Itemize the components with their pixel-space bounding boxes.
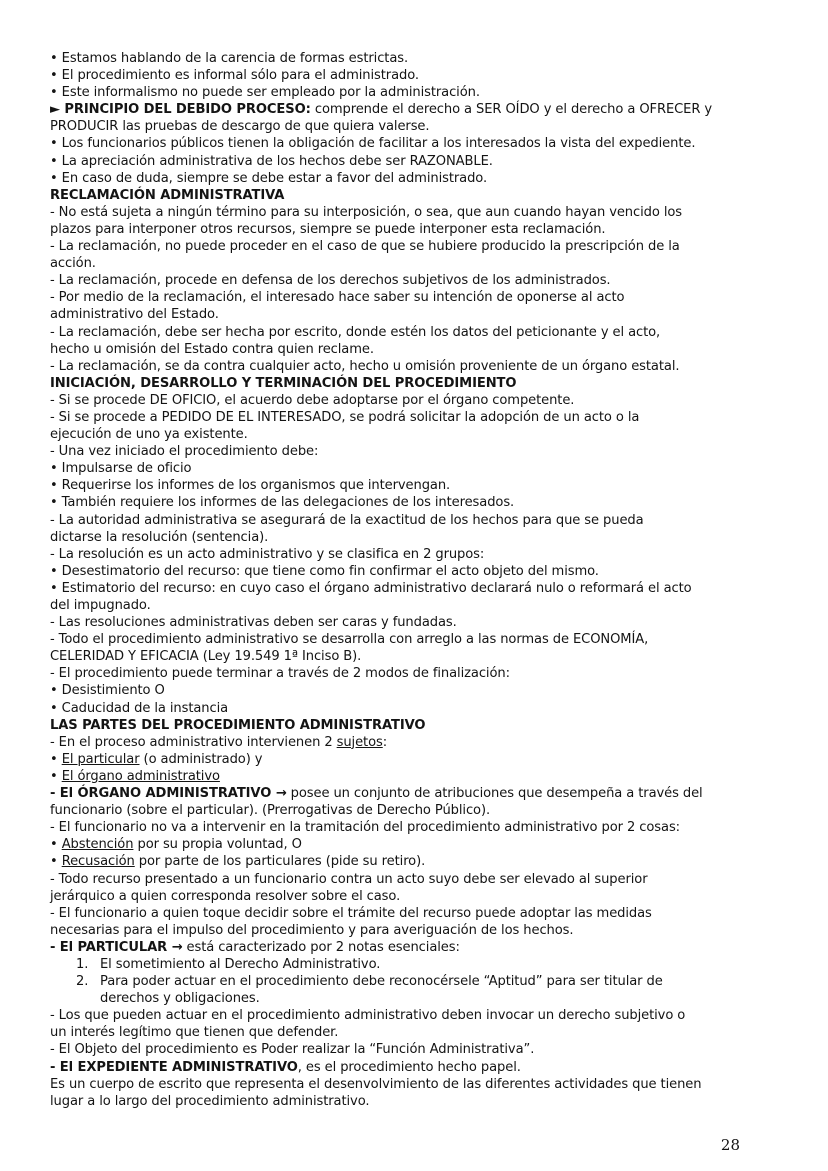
text-line: administrativo del Estado.: [50, 307, 219, 323]
bullet-line: [50, 751, 740, 768]
text-run: , es el procedimiento hecho papel.: [297, 1059, 521, 1075]
text-line: - El funcionario a quien toque decidir sobre el trámite del recurso puede adoptar las medidas: [50, 905, 652, 921]
text-line: [50, 785, 740, 802]
text-line: - Por medio de la reclamación, el interesado hace saber su intención de oponerse al acto: [50, 290, 625, 306]
text-line: jerárquico a quien corresponda resolver sobre el caso.: [50, 888, 401, 904]
underlined-term: Abstención: [61, 837, 134, 853]
text-line: un interés legítimo que tienen que defender.: [50, 1025, 339, 1041]
text-run: :: [382, 734, 388, 750]
text-line: - Si se procede a PEDIDO DE EL INTERESADO, se podrá solicitar la adopción de un acto o la: [50, 409, 640, 425]
text-line: - Una vez iniciado el procedimiento debe:: [50, 444, 319, 460]
text-line: - Las resoluciones administrativas deben ser caras y fundadas.: [50, 615, 457, 631]
text-line: [50, 734, 740, 751]
section-heading: [50, 717, 740, 734]
text-line: Es un cuerpo de escrito que representa el desenvolvimiento de las diferentes actividades que tienen: [50, 1076, 702, 1092]
text-line: PRODUCIR las pruebas de descargo de que quiera valerse.: [50, 119, 430, 135]
text-line: - La autoridad administrativa se asegurará de la exactitud de los hechos para que se pueda: [50, 512, 644, 528]
bullet-line: • Estamos hablando de la carencia de formas estrictas.: [50, 51, 409, 66]
underlined-term: Recusación: [61, 854, 135, 870]
text-line: - El procedimiento puede terminar a través de 2 modos de finalización:: [50, 666, 510, 682]
bullet-line: • Impulsarse de oficio: [50, 461, 192, 477]
text-line: dictarse la resolución (sentencia).: [50, 529, 269, 545]
bold-term: - El PARTICULAR →: [50, 939, 183, 955]
bullet-line: • Desistimiento O: [50, 683, 165, 699]
underlined-term: El órgano administrativo: [61, 768, 220, 784]
bullet-line: • En caso de duda, siempre se debe estar a favor del administrado.: [50, 170, 488, 186]
text-run: posee un conjunto de atribuciones que desempeña a través del: [286, 786, 703, 802]
text-run: - En el proceso administrativo intervienen 2: [50, 734, 337, 750]
underlined-term: El particular: [61, 751, 140, 767]
bullet-line: • Caducidad de la instancia: [50, 700, 229, 716]
principle-heading: ► PRINCIPIO DEL DEBIDO PROCESO:: [50, 102, 311, 118]
item-number: 2.: [76, 974, 89, 990]
text-line: hecho u omisión del Estado contra quien reclame.: [50, 341, 374, 357]
bullet-line: • La apreciación administrativa de los hechos debe ser RAZONABLE.: [50, 153, 493, 169]
bullet-mark: •: [50, 854, 62, 870]
text-line: CELERIDAD Y EFICACIA (Ley 19.549 1ª Inciso B).: [50, 649, 362, 665]
text-line: - El funcionario no va a intervenir en la tramitación del procedimiento administrativo por 2 cosas:: [50, 820, 680, 836]
document-body: [50, 50, 740, 1110]
bullet-line: • Desestimatorio del recurso: que tiene como fin confirmar el acto objeto del mismo.: [50, 563, 599, 579]
bullet-line: • Estimatorio del recurso: en cuyo caso el órgano administrativo declarará nulo o reformará el acto: [50, 580, 692, 596]
bullet-line: • También requiere los informes de las delegaciones de los interesados.: [50, 495, 515, 511]
bullet-line: • Los funcionarios públicos tienen la obligación de facilitar a los interesados la vista del expediente.: [50, 136, 696, 152]
text-line: - La reclamación, se da contra cualquier acto, hecho u omisión proveniente de un órgano estatal.: [50, 358, 680, 374]
bullet-line: • El procedimiento es informal sólo para el administrado.: [50, 68, 419, 84]
numbered-item: [50, 973, 740, 990]
text-line: derechos y obligaciones.: [100, 991, 260, 1007]
item-number: 1.: [76, 956, 89, 972]
bullet-mark: •: [50, 768, 62, 784]
text-run: (o administrado) y: [139, 751, 263, 767]
text-line: lugar a lo largo del procedimiento administrativo.: [50, 1093, 370, 1109]
page-number: 28: [720, 1136, 740, 1154]
text-line: - La reclamación, procede en defensa de los derechos subjetivos de los administrados.: [50, 273, 611, 289]
text-line: - Los que pueden actuar en el procedimiento administrativo deben invocar un derecho subjetivo o: [50, 1008, 686, 1024]
bullet-mark: •: [50, 837, 62, 853]
section-heading: [50, 375, 740, 392]
text-line: - La reclamación, no puede proceder en el caso de que se hubiere producido la prescripción de la: [50, 239, 680, 255]
text-line: [50, 1059, 740, 1076]
text-line: - Si se procede DE OFICIO, el acuerdo debe adoptarse por el órgano competente.: [50, 392, 575, 408]
section-heading-text: RECLAMACIÓN ADMINISTRATIVA: [50, 187, 285, 203]
bullet-line: [50, 836, 740, 853]
bold-term: - El ÓRGANO ADMINISTRATIVO →: [50, 786, 287, 802]
text-run: por su propia voluntad, O: [133, 837, 302, 853]
bullet-line: • Requerirse los informes de los organismos que intervengan.: [50, 478, 451, 494]
text-run: está caracterizado por 2 notas esenciales:: [182, 939, 460, 955]
section-heading: [50, 187, 740, 204]
text-line: - Todo recurso presentado a un funcionario contra un acto suyo debe ser elevado al superior: [50, 871, 648, 887]
section-heading-text: INICIACIÓN, DESARROLLO Y TERMINACIÓN DEL PROCEDIMIENTO: [50, 375, 517, 391]
text-run: El sometimiento al Derecho Administrativo.: [100, 956, 381, 972]
text-line: funcionario (sobre el particular). (Prerrogativas de Derecho Público).: [50, 803, 491, 819]
numbered-item: [50, 956, 740, 973]
text-line: - No está sujeta a ningún término para su interposición, o sea, que aun cuando hayan vencido los: [50, 204, 683, 220]
section-heading-text: LAS PARTES DEL PROCEDIMIENTO ADMINISTRATIVO: [50, 717, 426, 733]
bullet-mark: •: [50, 751, 62, 767]
text-line: - Todo el procedimiento administrativo se desarrolla con arreglo a las normas de ECONOMÍA,: [50, 632, 649, 648]
text-line: - La resolución es un acto administrativo y se clasifica en 2 grupos:: [50, 546, 485, 562]
text-run: Para poder actuar en el procedimiento debe reconocérsele “Aptitud” para ser titular de: [100, 974, 663, 990]
text-run: comprende el derecho a SER OÍDO y el derecho a OFRECER y: [310, 102, 713, 118]
text-line: del impugnado.: [50, 598, 151, 613]
bullet-line: [50, 853, 740, 870]
text-line: - El Objeto del procedimiento es Poder realizar la “Función Administrativa”.: [50, 1042, 535, 1058]
text-line: necesarias para el impulso del procedimiento y para averiguación de los hechos.: [50, 922, 574, 938]
underlined-term: sujetos: [336, 734, 383, 750]
text-line: plazos para interponer otros recursos, siempre se puede interponer esta reclamación.: [50, 221, 606, 237]
text-line: [50, 939, 740, 956]
text-line: - La reclamación, debe ser hecha por escrito, donde estén los datos del peticionante y el acto,: [50, 324, 661, 340]
bold-term: - El EXPEDIENTE ADMINISTRATIVO: [50, 1059, 298, 1075]
bullet-line: [50, 768, 740, 785]
bullet-line: • Este informalismo no puede ser empleado por la administración.: [50, 85, 480, 101]
principle-line: [50, 101, 740, 118]
text-line: ejecución de uno ya existente.: [50, 427, 248, 443]
text-line: acción.: [50, 256, 96, 272]
text-run: por parte de los particulares (pide su retiro).: [134, 854, 426, 870]
